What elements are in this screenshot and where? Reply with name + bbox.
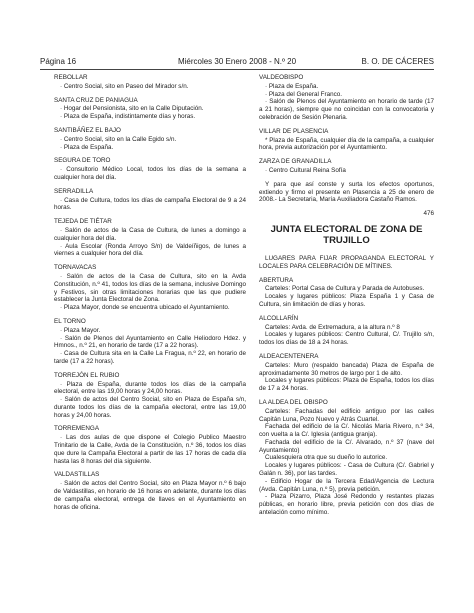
section-line: · Salón de actos de la Casa de Cultura, de lunes a domingo a cualquier hora del día. [54,226,246,242]
section-title: VALDEOBISPO [259,74,304,81]
section-title: EL TORNO [54,317,86,325]
section-line: Locales y lugares públicos: Plaza España 1 y Casa de Cultura, sin limitación de días y horas. [259,293,434,308]
section [259,74,434,122]
section-title: ALDEACENTENERA [259,352,319,360]
section-line: · Centro Cultural Reina Sofía [265,166,346,174]
section-line: Locales y lugares públicos: Plaza de España, todos los días de 17 a 24 horas. [259,377,434,393]
section-title: LA ALDEA DEL OBISPO [259,398,328,406]
section [54,318,246,366]
section [54,188,246,212]
section-line: · Salón de Plenos del Ayuntamiento en Calle Heliodoro Hdez. y Hmnos., n.º 21, en horario de tarde (17 a 22 horas). [54,334,246,350]
section-line: Carteles: Muro (respaldo bancada) Plaza de España de aproximadamente 30 metros de largo por 1 de alto. [259,361,434,377]
section-line: · Salón de actos del Centro Social, sito en Plaza Mayor n.º 6 bajo de Valdastillas, en horario de 16 horas en adelante, durante los días de campaña electoral, entrega de llaves en el Ayuntamiento en horas de oficina. [54,480,246,511]
right-column-bottom-list [259,277,434,517]
section [259,353,434,393]
section [259,128,434,152]
section-line: Carteles: Portal Casa de Cultura y Parada de Autobuses. [265,285,425,293]
section-title: SANTA CRUZ DE PANIAGUA [54,96,138,104]
right-column [259,74,434,523]
section [54,372,246,420]
section-title: ALCOLLARÍN [259,314,299,322]
right-column-top-list [259,74,434,175]
section [54,127,246,151]
section [259,315,434,347]
junta-subtitle: LUGARES PARA FIJAR PROPAGANDA ELECTORAL Y LOCALES PARA CELEBRACIÓN DE MÍTINES. [259,254,434,270]
section [259,399,434,517]
section-line: · Plaza Mayor. [60,326,101,334]
section-title: ABERTURA [259,276,294,284]
section-line: Locales y lugares públicos: Centro Cultural, C/. Trujillo s/n, todos los días de 18 a 24 horas. [259,331,434,347]
junta-title: JUNTA ELECTORAL DE ZONA DE TRUJILLO [270,223,423,247]
section-title: VALDASTILLAS [54,471,100,479]
section-line: - Plaza Pizarro, Plaza José Redondo y restantes plazas públicas, en horario libre, previa petición con dos días de antelación como mínimo. [259,493,434,517]
section [54,264,246,312]
section [54,157,246,181]
section-title: TEJEDA DE TIÉTAR [54,218,112,226]
section [259,277,434,309]
section-line: · Plaza de España, durante todos los días de la campaña electoral, entre las 19,00 horas y 24,00 horas. [54,380,246,396]
section-title: TORREMENGA [54,425,100,433]
section-line: · Casa de Cultura, todos los días de campaña Electoral de 9 a 24 horas. [54,196,246,212]
section-line: · Plaza del General Franco. [265,90,342,98]
section-line: Locales y lugares públicos: - Casa de Cultura (C/. Gabriel y Galán n. 36), por las tardes. [259,462,434,478]
document-number: 476 [423,210,434,218]
section-line: · Plaza de España, indistintamente días y horas. [60,113,196,121]
section-line: Fachada del edificio de la C/. Nicolás María Rivero, n.º 34, con vuelta a la C/. Iglesia (antigua granja). [259,423,434,439]
page-header [40,56,434,68]
section-title: TORREJÓN EL RUBIO [54,371,120,379]
section [54,97,246,121]
section-line: · Las dos aulas de que dispone el Colegio Publico Maestro Trinitario de la Calle, Avda de la Constitución, n.º 36, todos los días que dure la Campaña Electoral a partir de las 17 horas de cada día hasta las 8 horas del día siguiente. [54,434,246,465]
section-line: · Hogar del Pensionista, sito en la Calle Diputación. [60,105,204,113]
section-line: · Salón de Plenos del Ayuntamiento en horario de tarde (17 a 21 horas), siempre que no coincidan con la convocatoria y celebración de Sesión Plenaria. [259,98,434,121]
section-title: VILLAR DE PLASENCIA [259,127,329,135]
section-line: · Consultorio Médico Local, todos los días de la semana a cualquier hora del día. [54,166,246,181]
section-title: SANTIBÁÑEZ EL BAJO [54,126,121,134]
section-line: Carteles: Avda. de Extremadura, a la altura n.º 8 [265,323,400,331]
section-line: - Edificio Hogar de la Tercera Edad/Agencia de Lectura (Avda. Capitán Luna, n.º 5), previa petición. [259,477,434,493]
section [259,158,434,175]
closing-paragraph: Y para que así conste y surta los efectos oportunos, extiendo y firmo el presente en Plasencia a 25 de enero de 2008.- La Secretaria, María Auxiliadora Castaño Ramos. [259,180,434,204]
issue-date: Miércoles 30 Enero 2008 - N.º 20 [177,57,297,66]
section-line: · Plaza Mayor, donde se encuentra ubicado el Ayuntamiento. [60,304,230,312]
publication-name: B. O. DE CÁCERES [361,57,434,66]
section-line: · Centro Social, sito en Paseo del Mirador s/n. [60,82,189,90]
section-line: Carteles: Fachadas del edificio antiguo por las calles Capitán Luna, Pozo Nuevo y Atrás Cuartel. [259,407,434,423]
section [54,218,246,258]
page-number: Página 16 [40,57,77,66]
section-title: SEGURA DE TORO [54,157,111,165]
section-line: · Centro Social, sito en la Calle Egido s/n. [60,135,177,143]
section-line: · Plaza de España. [265,82,319,90]
section-title: TORNAVACAS [54,264,97,272]
section-title: SERRADILLA [54,187,94,195]
left-column [54,74,246,517]
section [54,425,246,465]
section-line: · Aula Escolar (Ronda Arroyo S/n) de Valdeíñigos, de lunes a viernes a cualquier hora del día. [54,242,246,258]
section-line: Cualesquiera otra que su dueño lo autorice. [265,454,388,462]
section-line: · Casa de Cultura sita en la Calle La Fragua, n.º 22, en horario de tarde (17 a 22 horas). [54,350,246,365]
section [54,471,246,511]
section-line: · Salón de actos del Centro Social, sito en Plaza de España s/n, durante todos los días de la campaña electoral, entre las 19,00 horas y 24,00 horas. [54,396,246,419]
section-title: REBOLLAR [54,74,88,81]
section-line: · Salón de actos de la Casa de Cultura, sito en la Avda Constitución, n.º 41, todos los días de la semana, inclusive Domingo y Festivos, sin otras limitaciones horarias que las que pudiere establecer la Junta Electoral de Zona. [54,272,246,304]
section-title: ZARZA DE GRANADILLA [259,158,332,166]
section [54,74,246,91]
header-rule [40,69,434,70]
section-line: · Plaza de España. [60,143,114,151]
section-line: * Plaza de España, cualquier día de la campaña, a cualquier hora, previa autorización por el Ayuntamiento. [259,136,434,152]
section-line: Fachada del edificio de la C/. Alvarado, n.º 37 (nave del Ayuntamiento) [259,438,434,454]
